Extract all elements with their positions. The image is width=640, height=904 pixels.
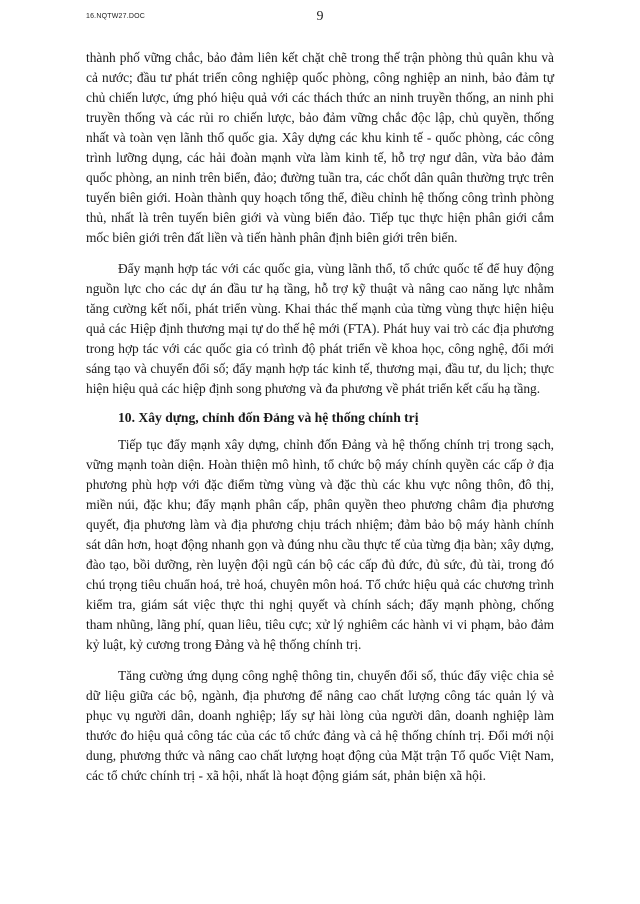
section-heading: 10. Xây dựng, chỉnh đốn Đảng và hệ thống chính trị <box>118 410 419 425</box>
paragraph-international-cooperation: Đẩy mạnh hợp tác với các quốc gia, vùng lãnh thổ, tổ chức quốc tế để huy động nguồn lực cho các dự án đầu tư hạ tầng, hỗ trợ kỹ thuật và nâng cao năng lực nhằm tăng cường kết nối, phát triển vùng. Khai thác thế mạnh của từng vùng thực hiện hiệu quả các Hiệp định thương mại tự do thế hệ mới (FTA). Phát huy vai trò các địa phương trong hợp tác với các quốc gia có trình độ phát triển về khoa học, công nghệ, đổi mới sáng tạo và chuyển đổi số; đẩy mạnh hợp tác kinh tế, thương mại, đầu tư, du lịch; thực hiện hiệu quả các hiệp định song phương và đa phương về phát triển kết cấu hạ tầng. <box>86 261 554 396</box>
paragraph-digital-transformation: Tăng cường ứng dụng công nghệ thông tin, chuyển đổi số, thúc đẩy việc chia sẻ dữ liệu giữa các bộ, ngành, địa phương để nâng cao chất lượng công tác quản lý và phục vụ người dân, doanh nghiệp; lấy sự hài lòng của người dân, doanh nghiệp làm thước đo hiệu quả công tác của các tổ chức đảng và cả hệ thống chính trị. Đổi mới nội dung, phương thức và nâng cao chất lượng hoạt động của Mặt trận Tổ quốc Việt Nam, các tổ chức chính trị - xã hội, nhất là hoạt động giám sát, phản biện xã hội. <box>86 668 554 783</box>
page-number: 9 <box>316 9 324 24</box>
paragraph-party-building: Tiếp tục đẩy mạnh xây dựng, chỉnh đốn Đảng và hệ thống chính trị trong sạch, vững mạnh toàn diện. Hoàn thiện mô hình, tổ chức bộ máy chính quyền các cấp ở địa phương phù hợp với đặc điểm từng vùng và đặc thù các khu vực nông thôn, đô thị, miền núi, đặc khu; đẩy mạnh phân cấp, phân quyền theo phương châm địa phương quyết, địa phương làm và địa phương chịu trách nhiệm; đảm bảo bộ máy hành chính sát dân hơn, hoạt động nhanh gọn và đúng nhu cầu thực tế của từng địa bàn; xây dựng, đào tạo, bồi dưỡng, rèn luyện đội ngũ cán bộ các cấp đủ đức, đủ sức, đủ tài, trong đó chú trọng tiêu chuẩn hoá, trẻ hoá, chuyên môn hoá. Tổ chức hiệu quả các chương trình kiểm tra, giám sát việc thực thi nghị quyết và chính sách; đẩy mạnh phòng, chống tham nhũng, lãng phí, quan liêu, tiêu cực; xử lý nghiêm các hành vi vi phạm, bảo đảm kỷ luật, kỷ cương trong Đảng và hệ thống chính trị. <box>86 437 554 652</box>
document-code: 16.NQTW27.DOC <box>86 13 145 20</box>
paragraph-continuation: thành phố vững chắc, bảo đảm liên kết chặt chẽ trong thế trận phòng thủ quân khu và cả nước; đầu tư phát triển công nghiệp quốc phòng, công nghiệp an ninh, bảo đảm tự chủ chiến lược, ứng phó hiệu quả với các thách thức an ninh truyền thống, an ninh phi truyền thống và các rủi ro chiến lược, bảo đảm vững chắc độc lập, chủ quyền, thống nhất và toàn vẹn lãnh thổ quốc gia. Xây dựng các khu kinh tế - quốc phòng, các công trình lưỡng dụng, các hải đoàn mạnh vừa làm kinh tế, hỗ trợ ngư dân, vừa bảo đảm quốc phòng, an ninh trên biển, đảo; đường tuần tra, các chốt dân quân thường trực trên tuyến biên giới. Hoàn thành quy hoạch tổng thể, điều chỉnh hệ thống công trình phòng thủ, nhất là trên tuyến biên giới và vùng biển đảo. Tiếp tục thực hiện phân giới cắm mốc biên giới trên đất liền và tiến hành phân định biên giới trên biển. <box>86 50 554 245</box>
document-body <box>86 48 554 786</box>
